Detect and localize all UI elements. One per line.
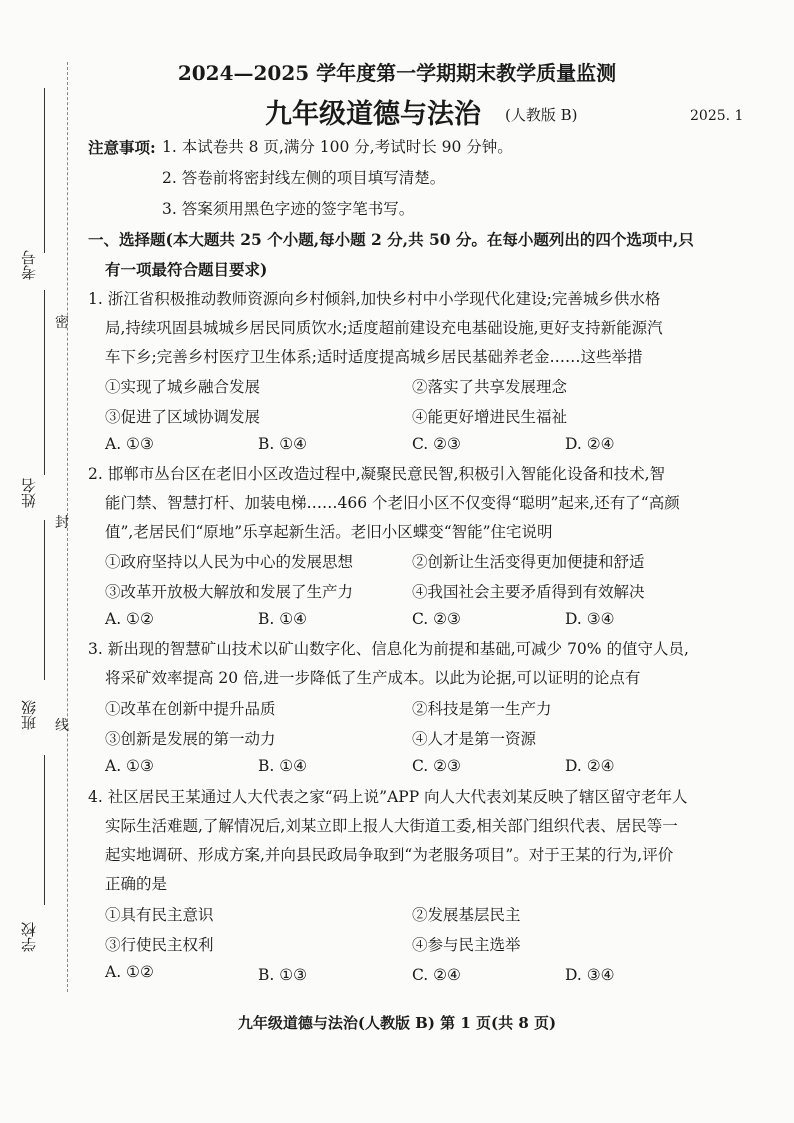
question-2-line-2: 能门禁、智慧打杆、加装电梯……466 个老旧小区不仅变得“聪明”起来,还有了“高颜 [105, 494, 680, 512]
notes-label: 注意事项: [88, 138, 156, 157]
question-3-item-4: ④人才是第一资源 [412, 730, 537, 748]
note-item-2: 2. 答卷前将密封线左侧的项目填写清楚。 [162, 169, 446, 187]
page-footer: 九年级道德与法治(人教版 B) 第 1 页(共 8 页) [237, 1014, 557, 1032]
question-3-line-2: 将采矿效率提高 20 倍,进一步降低了生产成本。以此为论据,可以证明的论点有 [105, 669, 641, 687]
question-2-item-3: ③改革开放极大解放和发展了生产力 [105, 583, 354, 601]
question-1-line-2: 局,持续巩固县城城乡居民同质饮水;适度超前建设充电基础设施,更好支持新能源汽 [105, 319, 663, 337]
question-2-item-2: ②创新让生活变得更加便捷和舒适 [412, 553, 645, 571]
school-fill-line[interactable] [44, 755, 45, 905]
section-heading: 一、选择题(本大题共 25 个小题,每小题 2 分,共 50 分。在每小题列出的四个选项中,只 [88, 230, 694, 249]
question-4-choice-b[interactable]: B. ①③ [258, 966, 308, 984]
name-label: 姓名 [20, 478, 38, 508]
question-3-item-2: ②科技是第一生产力 [412, 700, 552, 718]
seal-char-mi: 密 [55, 315, 69, 331]
question-2-item-1: ①政府坚持以人民为中心的发展思想 [105, 553, 354, 571]
note-item-3: 3. 答案须用黑色字迹的签字笔书写。 [162, 200, 415, 218]
question-1-item-3: ③促进了区域协调发展 [105, 408, 261, 426]
question-4-line-4: 正确的是 [105, 875, 168, 893]
exam-no-label: 考号 [20, 250, 38, 280]
edition-label: (人教版 B) [505, 106, 578, 124]
note-item-1: 1. 本试卷共 8 页,满分 100 分,考试时长 90 分钟。 [162, 138, 513, 156]
question-3-choice-d[interactable]: D. ②④ [565, 757, 615, 775]
class-label: 班级 [20, 700, 38, 730]
question-2-choice-b[interactable]: B. ①④ [258, 610, 308, 628]
question-2-line-3: 值”,老居民们“原地”乐享起新生活。老旧小区蝶变“智能”住宅说明 [105, 523, 553, 541]
question-4-item-2: ②发展基层民主 [412, 906, 521, 924]
question-2-item-4: ④我国社会主要矛盾得到有效解决 [412, 583, 645, 601]
question-1-item-4: ④能更好增进民生福祉 [412, 408, 568, 426]
question-3-item-3: ③创新是发展的第一动力 [105, 730, 276, 748]
section-heading-cont: 有一项最符合题目要求) [105, 260, 268, 279]
question-4-item-3: ③行使民主权利 [105, 936, 214, 954]
question-1-line-1: 1. 浙江省积极推动教师资源向乡村倾斜,加快乡村中小学现代化建设;完善城乡供水格 [88, 290, 661, 308]
question-4-line-3: 起实地调研、形成方案,并向县民政局争取到“为老服务项目”。对于王某的行为,评价 [105, 846, 674, 864]
question-3-choice-c[interactable]: C. ②③ [412, 757, 461, 775]
question-1-choice-a[interactable]: A. ①③ [105, 435, 154, 453]
question-3-item-1: ①改革在创新中提升品质 [105, 700, 276, 718]
school-label: 学校 [20, 922, 38, 952]
question-4-choice-c[interactable]: C. ②④ [412, 966, 461, 984]
seal-char-xian: 线 [55, 718, 69, 734]
question-1-line-3: 车下乡;完善乡村医疗卫生体系;适时适度提高城乡居民基础养老金……这些举措 [105, 348, 643, 366]
question-4-choice-a[interactable]: A. ①② [105, 963, 154, 981]
question-4-line-2: 实际生活难题,了解情况后,刘某立即上报人大街道工委,相关部门组织代表、居民等一 [105, 817, 678, 835]
name-fill-line[interactable] [44, 290, 45, 475]
question-2-choice-a[interactable]: A. ①② [105, 610, 154, 628]
question-1-choice-c[interactable]: C. ②③ [412, 435, 461, 453]
question-4-item-1: ①具有民主意识 [105, 906, 214, 924]
question-4-line-1: 4. 社区居民王某通过人大代表之家“码上说”APP 向人大代表刘某反映了辖区留守老年人 [88, 788, 688, 806]
question-2-choice-d[interactable]: D. ③④ [565, 610, 615, 628]
question-3-choice-a[interactable]: A. ①③ [105, 757, 154, 775]
subject-title: 九年级道德与法治 [265, 99, 481, 130]
question-3-choice-b[interactable]: B. ①④ [258, 757, 308, 775]
class-fill-line[interactable] [44, 520, 45, 680]
exam-date: 2025. 1 [690, 108, 744, 124]
exam-title: 2024—2025 学年度第一学期期末教学质量监测 [177, 61, 617, 85]
question-1-item-1: ①实现了城乡融合发展 [105, 378, 261, 396]
question-1-item-2: ②落实了共享发展理念 [412, 378, 568, 396]
question-2-line-1: 2. 邯郸市丛台区在老旧小区改造过程中,凝聚民意民智,积极引入智能化设备和技术,智 [88, 465, 665, 483]
question-1-choice-b[interactable]: B. ①④ [258, 435, 308, 453]
exam-no-fill-line[interactable] [44, 88, 45, 253]
question-3-line-1: 3. 新出现的智慧矿山技术以矿山数字化、信息化为前提和基础,可减少 70% 的值守人员, [88, 640, 689, 658]
question-4-item-4: ④参与民主选举 [412, 936, 521, 954]
question-2-choice-c[interactable]: C. ②③ [412, 610, 461, 628]
question-1-choice-d[interactable]: D. ②④ [565, 435, 615, 453]
seal-char-feng: 封 [55, 515, 69, 531]
question-4-choice-d[interactable]: D. ③④ [565, 966, 615, 984]
